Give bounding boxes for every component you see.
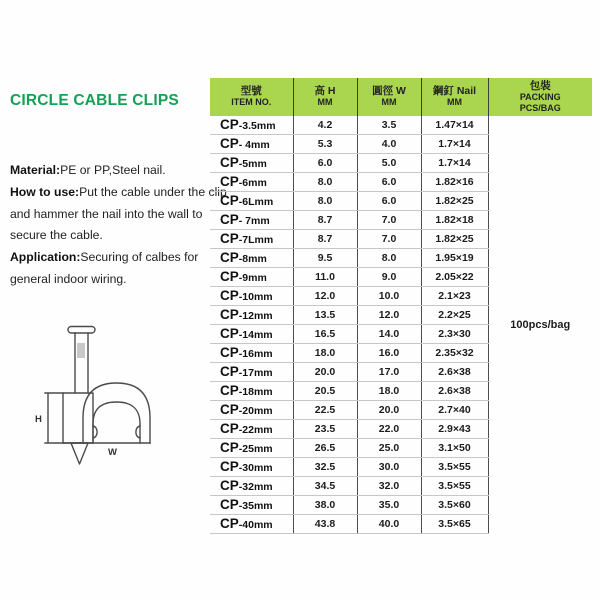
nail-cell: 1.82×25 — [421, 192, 488, 211]
nail-cell: 2.2×25 — [421, 306, 488, 325]
packing-cell: 100pcs/bag — [510, 318, 571, 331]
item-size: -6Lmm — [238, 196, 274, 208]
nail-shaft-shading — [77, 343, 85, 358]
item-size: -14mm — [238, 329, 273, 341]
item-no-cell — [210, 287, 293, 306]
item-size: -32mm — [238, 481, 273, 493]
nail-cell: 1.82×18 — [421, 211, 488, 230]
description-line: How to use:Put the cable under the clip — [10, 184, 227, 199]
item-size: -22mm — [238, 424, 273, 436]
width-cell: 16.0 — [357, 344, 421, 363]
height-cell: 43.8 — [293, 515, 357, 534]
height-cell: 34.5 — [293, 477, 357, 496]
item-no-cell — [210, 401, 293, 420]
width-cell: 22.0 — [357, 420, 421, 439]
height-cell: 5.3 — [293, 135, 357, 154]
clip-diagram — [28, 318, 163, 470]
item-prefix: CP — [220, 345, 239, 360]
height-cell: 38.0 — [293, 496, 357, 515]
width-cell: 7.0 — [357, 211, 421, 230]
height-cell: 16.5 — [293, 325, 357, 344]
col-header-height: 高 H MM — [293, 78, 357, 116]
item-size: -12mm — [238, 310, 273, 322]
item-prefix: CP — [220, 288, 239, 303]
item-size: -16mm — [238, 348, 273, 360]
width-cell: 9.0 — [357, 268, 421, 287]
height-cell: 8.0 — [293, 173, 357, 192]
height-cell: 26.5 — [293, 439, 357, 458]
height-cell: 22.5 — [293, 401, 357, 420]
item-size: -9mm — [238, 272, 267, 284]
height-cell: 4.2 — [293, 116, 357, 135]
width-cell: 10.0 — [357, 287, 421, 306]
item-size: -10mm — [238, 291, 273, 303]
item-size: - 7mm — [238, 215, 270, 227]
col-header-width: 圓徑 W MM — [357, 78, 421, 116]
nail-cell: 1.82×16 — [421, 173, 488, 192]
product-description — [10, 160, 227, 291]
height-cell: 23.5 — [293, 420, 357, 439]
item-prefix: CP — [220, 497, 239, 512]
nail-cell: 1.82×25 — [421, 230, 488, 249]
item-size: -18mm — [238, 386, 273, 398]
item-prefix: CP — [220, 155, 239, 170]
nail-shaft — [75, 333, 88, 393]
item-no-cell — [210, 344, 293, 363]
nail-cell: 2.05×22 — [421, 268, 488, 287]
item-prefix: CP — [220, 269, 239, 284]
item-no-cell — [210, 477, 293, 496]
item-no-cell — [210, 439, 293, 458]
item-prefix: CP — [220, 231, 239, 246]
nail-cell: 2.35×32 — [421, 344, 488, 363]
height-cell: 8.7 — [293, 211, 357, 230]
nail-cell: 1.47×14 — [421, 116, 488, 135]
item-prefix: CP — [220, 117, 239, 132]
col-header-nail: 鋼釘 Nail MM — [421, 78, 488, 116]
item-size: -5mm — [238, 158, 267, 170]
width-cell: 20.0 — [357, 401, 421, 420]
table-row — [210, 116, 592, 135]
nail-cell: 3.5×55 — [421, 477, 488, 496]
item-size: -25mm — [238, 443, 273, 455]
item-prefix: CP — [220, 440, 239, 455]
nail-cell: 3.5×65 — [421, 515, 488, 534]
nail-cell: 1.7×14 — [421, 135, 488, 154]
height-cell: 18.0 — [293, 344, 357, 363]
nail-cell: 2.1×23 — [421, 287, 488, 306]
item-size: -30mm — [238, 462, 273, 474]
width-cell: 7.0 — [357, 230, 421, 249]
description-line: secure the cable. — [10, 228, 103, 243]
description-line: and hammer the nail into the wall to — [10, 206, 203, 221]
h-dimension-lines — [45, 393, 63, 443]
item-no-cell — [210, 325, 293, 344]
description-line: general indoor wiring. — [10, 271, 127, 286]
item-prefix: CP — [220, 459, 239, 474]
nail-head — [68, 327, 95, 334]
item-size: -40mm — [238, 519, 273, 531]
width-cell: 6.0 — [357, 192, 421, 211]
width-cell: 12.0 — [357, 306, 421, 325]
item-size: -7Lmm — [238, 234, 274, 246]
item-size: -6mm — [238, 177, 267, 189]
item-size: - 4mm — [238, 139, 270, 151]
item-size: -3.5mm — [238, 120, 276, 132]
width-cell: 8.0 — [357, 249, 421, 268]
item-no-cell — [210, 382, 293, 401]
nail-cell: 2.6×38 — [421, 382, 488, 401]
item-no-cell — [210, 306, 293, 325]
item-no-cell — [210, 363, 293, 382]
item-prefix: CP — [220, 516, 239, 531]
nail-cell: 2.7×40 — [421, 401, 488, 420]
item-no-cell — [210, 173, 293, 192]
item-no-cell — [210, 192, 293, 211]
width-cell: 35.0 — [357, 496, 421, 515]
item-no-cell — [210, 230, 293, 249]
item-prefix: CP — [220, 174, 239, 189]
item-prefix: CP — [220, 250, 239, 265]
nail-cell: 1.95×19 — [421, 249, 488, 268]
item-no-cell — [210, 420, 293, 439]
item-prefix: CP — [220, 212, 239, 227]
width-cell: 4.0 — [357, 135, 421, 154]
item-no-cell — [210, 116, 293, 135]
height-cell: 32.5 — [293, 458, 357, 477]
height-cell: 11.0 — [293, 268, 357, 287]
item-size: -20mm — [238, 405, 273, 417]
spec-table-body — [210, 116, 592, 534]
nail-cell: 1.7×14 — [421, 154, 488, 173]
spec-table — [210, 78, 592, 534]
item-prefix: CP — [220, 421, 239, 436]
clip-block — [63, 393, 93, 443]
height-cell: 9.5 — [293, 249, 357, 268]
item-no-cell — [210, 458, 293, 477]
nail-cell: 2.6×38 — [421, 363, 488, 382]
item-prefix: CP — [220, 193, 239, 208]
height-cell: 13.5 — [293, 306, 357, 325]
col-header-packing: 包裝 PACKING PCS/BAG — [488, 78, 592, 116]
w-dimension-label: W — [108, 447, 117, 458]
width-cell: 14.0 — [357, 325, 421, 344]
item-size: -17mm — [238, 367, 273, 379]
nail-cell: 2.3×30 — [421, 325, 488, 344]
nail-cell: 3.5×55 — [421, 458, 488, 477]
height-cell: 20.5 — [293, 382, 357, 401]
item-prefix: CP — [220, 307, 239, 322]
item-prefix: CP — [220, 136, 239, 151]
nail-cell: 3.5×60 — [421, 496, 488, 515]
item-size: -8mm — [238, 253, 267, 265]
width-cell: 3.5 — [357, 116, 421, 135]
page-title: CIRCLE CABLE CLIPS — [10, 92, 179, 109]
item-no-cell — [210, 515, 293, 534]
width-cell: 18.0 — [357, 382, 421, 401]
height-cell: 8.0 — [293, 192, 357, 211]
table-header-row — [210, 78, 592, 116]
col-header-item-no: 型號 ITEM NO. — [210, 78, 293, 116]
width-cell: 25.0 — [357, 439, 421, 458]
left-panel — [10, 92, 227, 291]
item-prefix: CP — [220, 326, 239, 341]
item-prefix: CP — [220, 383, 239, 398]
description-line: Application:Securing of calbes for — [10, 250, 199, 265]
item-no-cell — [210, 135, 293, 154]
width-cell: 17.0 — [357, 363, 421, 382]
width-cell: 30.0 — [357, 458, 421, 477]
height-cell: 20.0 — [293, 363, 357, 382]
h-dimension-label: H — [35, 414, 42, 425]
clip-arch-inner — [93, 402, 140, 443]
item-prefix: CP — [220, 364, 239, 379]
item-prefix: CP — [220, 478, 239, 493]
item-no-cell — [210, 154, 293, 173]
width-cell: 6.0 — [357, 173, 421, 192]
width-cell: 5.0 — [357, 154, 421, 173]
item-size: -35mm — [238, 500, 273, 512]
width-cell: 40.0 — [357, 515, 421, 534]
item-prefix: CP — [220, 402, 239, 417]
width-cell: 32.0 — [357, 477, 421, 496]
height-cell: 12.0 — [293, 287, 357, 306]
description-line: Material:PE or PP,Steel nail. — [10, 163, 166, 177]
height-cell: 8.7 — [293, 230, 357, 249]
item-no-cell — [210, 496, 293, 515]
nail-cell: 2.9×43 — [421, 420, 488, 439]
nail-tip — [71, 443, 88, 464]
height-cell: 6.0 — [293, 154, 357, 173]
nail-cell: 3.1×50 — [421, 439, 488, 458]
item-no-cell — [210, 249, 293, 268]
item-no-cell — [210, 211, 293, 230]
item-no-cell — [210, 268, 293, 287]
